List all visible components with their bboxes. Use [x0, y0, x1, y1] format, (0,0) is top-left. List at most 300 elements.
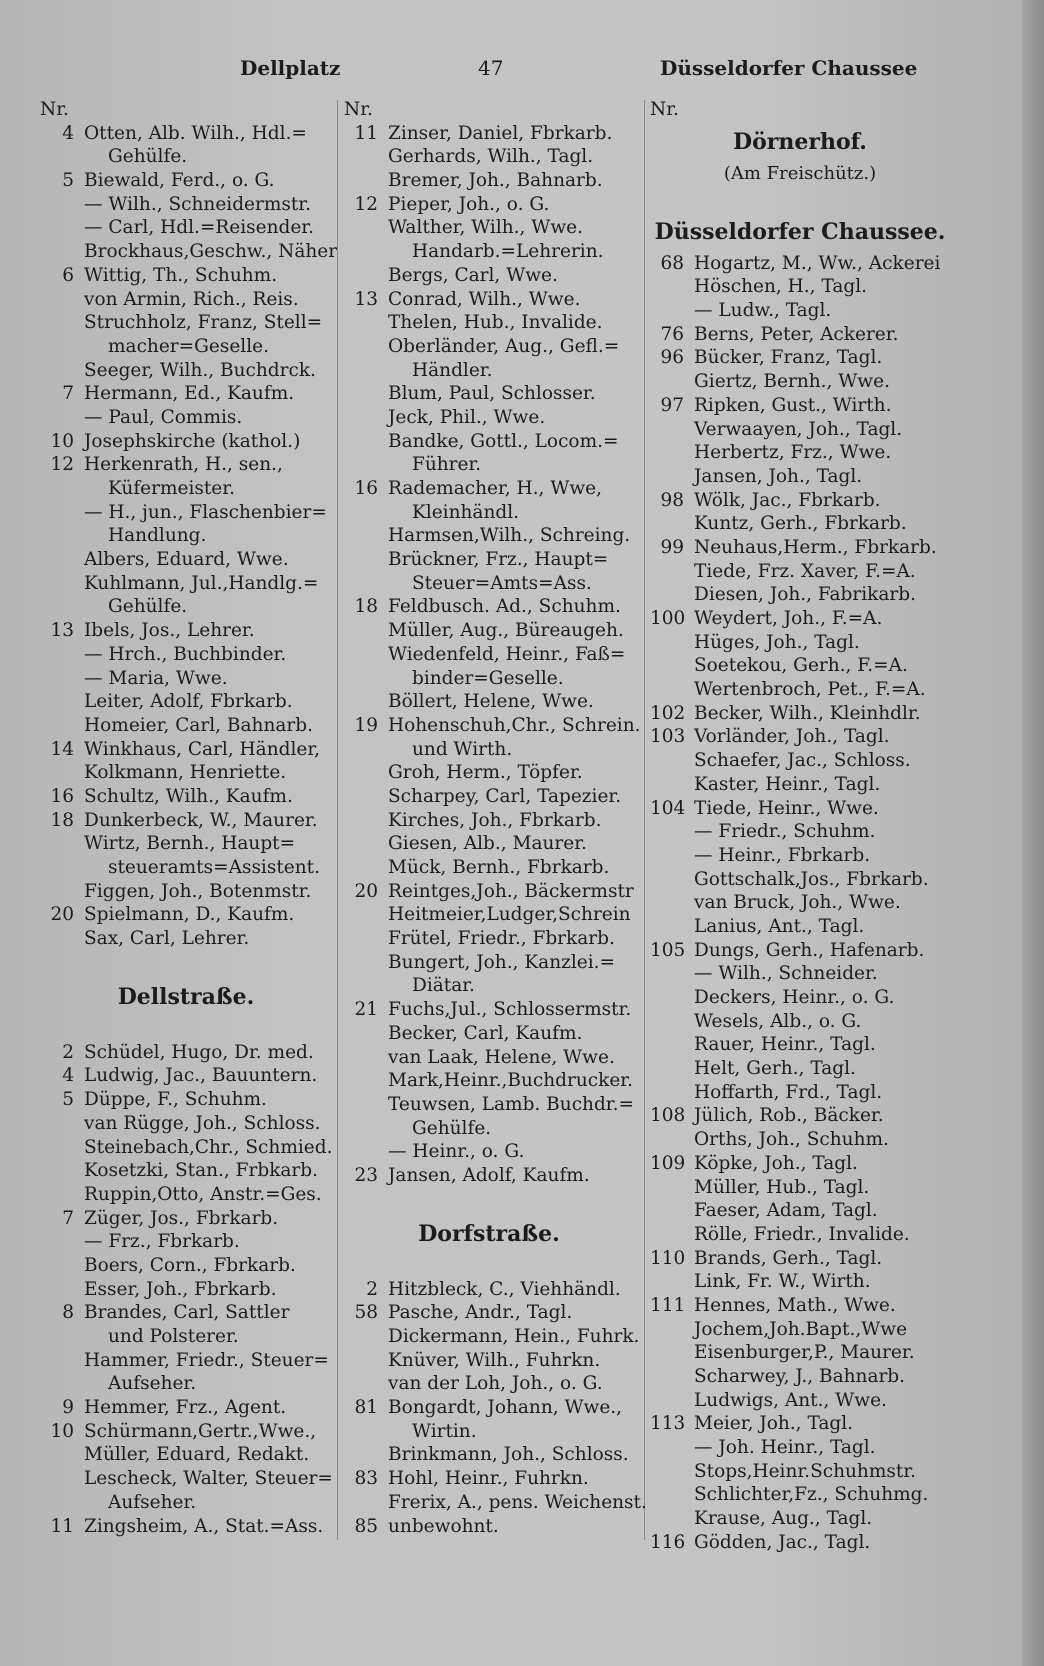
directory-entry — [650, 1341, 950, 1365]
resident-text: — Wilh., Schneidermstr. — [84, 193, 311, 215]
directory-entry — [344, 572, 634, 596]
resident-text: Schüdel, Hugo, Dr. med. — [84, 1041, 314, 1063]
resident-text: Müller, Hub., Tagl. — [694, 1176, 870, 1198]
house-number: 13 — [354, 288, 378, 310]
house-number: 20 — [354, 880, 378, 902]
house-number: 5 — [62, 1089, 74, 1111]
house-number: 18 — [354, 596, 378, 618]
resident-text: Meier, Joh., Tagl. — [694, 1413, 854, 1435]
directory-entry — [344, 359, 634, 383]
house-number: 16 — [50, 785, 74, 807]
directory-entry — [344, 832, 634, 856]
resident-text: Scharwey, J., Bahnarb. — [694, 1366, 906, 1387]
directory-entry — [344, 903, 634, 927]
directory-entry — [650, 1412, 950, 1436]
directory-entry — [40, 927, 332, 951]
resident-text: Giertz, Bernh., Wwe. — [694, 371, 890, 393]
resident-text: Wiedenfeld, Heinr., Faß= — [388, 643, 626, 665]
resident-text: Pieper, Joh., o. G. — [388, 193, 550, 215]
directory-entry — [344, 1396, 634, 1420]
directory-entry — [650, 512, 950, 536]
resident-text: Berns, Peter, Ackerer. — [694, 323, 899, 345]
resident-text: — Heinr., o. G. — [388, 1141, 525, 1163]
resident-text: Führer. — [412, 454, 482, 476]
resident-text: — Friedr., Schuhm. — [694, 821, 876, 843]
resident-text: — H., jun., Flaschenbier= — [84, 501, 327, 523]
directory-entry — [40, 1207, 332, 1231]
street-subheading: (Am Freischütz.) — [723, 162, 877, 184]
resident-text: unbewohnt. — [388, 1515, 499, 1537]
resident-text: Giesen, Alb., Maurer. — [388, 833, 587, 855]
directory-entry — [40, 477, 332, 501]
directory-entry — [40, 122, 332, 146]
house-number: 10 — [50, 430, 74, 452]
directory-entry — [344, 809, 634, 833]
column-number-label — [650, 98, 950, 122]
resident-text: Oberländer, Aug., Gefl.= — [388, 335, 620, 357]
directory-entry — [344, 785, 634, 809]
directory-entry — [344, 1069, 634, 1093]
resident-text: Wertenbroch, Pet., F.=A. — [694, 679, 926, 701]
resident-text: Harmsen,Wilh., Schreing. — [388, 525, 631, 547]
directory-entry — [40, 1278, 332, 1302]
directory-entry — [344, 1467, 634, 1491]
resident-text: Dickermann, Hein., Fuhrk. — [388, 1326, 640, 1347]
directory-entry — [344, 311, 634, 335]
directory-entry — [650, 962, 950, 986]
resident-text: — Joh. Heinr., Tagl. — [694, 1437, 876, 1459]
directory-entry — [344, 1372, 634, 1396]
directory-entry — [40, 240, 338, 264]
house-number: 105 — [650, 939, 686, 961]
resident-text: Mark,Heinr.,Buchdrucker. — [388, 1070, 633, 1092]
resident-text: Aufseher. — [108, 1491, 197, 1513]
resident-text: Müller, Eduard, Redakt. — [84, 1444, 310, 1466]
resident-text: Helt, Gerh., Tagl. — [694, 1058, 856, 1080]
resident-text: van der Loh, Joh., o. G. — [388, 1373, 603, 1395]
directory-entry — [650, 797, 950, 821]
resident-text: Vorländer, Joh., Tagl. — [694, 726, 890, 748]
resident-text: Bergs, Carl, Wwe. — [388, 264, 558, 286]
resident-text: Stops,Heinr.Schuhmstr. — [694, 1460, 917, 1482]
resident-text: Sax, Carl, Lehrer. — [84, 928, 250, 950]
directory-entry — [40, 406, 332, 430]
resident-text: Gehülfe. — [412, 1117, 492, 1139]
house-number: 110 — [650, 1247, 686, 1269]
column-3 — [650, 98, 950, 1555]
directory-entry — [40, 359, 332, 383]
house-number: 12 — [354, 193, 378, 215]
resident-text: Lescheck, Walter, Steuer= — [84, 1468, 333, 1490]
resident-text: Schlichter,Fz., Schuhmg. — [694, 1484, 929, 1506]
house-number: 103 — [650, 726, 686, 748]
directory-entry — [650, 465, 950, 489]
page-number: 47 — [478, 56, 504, 80]
directory-entry — [40, 1443, 332, 1467]
directory-entry — [40, 1230, 332, 1254]
resident-text: Düppe, F., Schuhm. — [84, 1089, 267, 1111]
directory-entry — [40, 903, 332, 927]
house-number: 99 — [660, 536, 684, 558]
house-number: 11 — [354, 122, 378, 144]
resident-text: Hermann, Ed., Kaufm. — [84, 383, 295, 405]
resident-text: Winkhaus, Carl, Händler, — [84, 738, 321, 760]
street-heading: Dellstraße. — [117, 983, 255, 1010]
directory-entry — [40, 264, 332, 288]
resident-text: Kuntz, Gerh., Fbrkarb. — [694, 513, 907, 535]
directory-entry — [40, 1515, 332, 1539]
directory-entry — [40, 1467, 332, 1491]
directory-entry — [40, 619, 332, 643]
resident-text: Steinebach,Chr., Schmied. — [84, 1136, 333, 1158]
house-number: 13 — [50, 620, 74, 642]
directory-entry — [40, 572, 332, 596]
directory-entry — [650, 749, 950, 773]
spacer — [40, 951, 332, 977]
directory-entry — [650, 583, 950, 607]
resident-text: Kosetzki, Stan., Frbkarb. — [84, 1160, 318, 1182]
house-number: 108 — [650, 1105, 686, 1127]
directory-entry — [650, 891, 950, 915]
directory-entry — [344, 1117, 634, 1141]
resident-text: Böllert, Helene, Wwe. — [388, 691, 594, 713]
resident-text: Eisenburger,P., Maurer. — [694, 1342, 915, 1364]
resident-text: Kolkmann, Henriette. — [84, 762, 287, 784]
directory-entry — [40, 643, 332, 667]
directory-entry — [344, 927, 634, 951]
resident-text: Steuer=Amts=Ass. — [412, 572, 592, 594]
resident-text: — Wilh., Schneider. — [694, 963, 878, 985]
directory-entry — [40, 738, 332, 762]
house-number: 83 — [354, 1468, 378, 1490]
resident-text: macher=Geselle. — [108, 335, 269, 357]
house-number: 23 — [354, 1164, 378, 1186]
directory-entry — [40, 690, 332, 714]
resident-text: Figgen, Joh., Botenmstr. — [84, 880, 312, 902]
directory-entry — [344, 1278, 634, 1302]
resident-text: Spielmann, D., Kaufm. — [84, 904, 295, 926]
resident-text: Wölk, Jac., Fbrkarb. — [694, 489, 881, 511]
resident-text: Hoffarth, Frd., Tagl. — [694, 1081, 883, 1103]
resident-text: Müller, Aug., Büreaugeh. — [388, 620, 624, 642]
house-number: 7 — [62, 1207, 74, 1229]
resident-text: und Wirth. — [412, 738, 513, 760]
directory-entry — [344, 1301, 634, 1325]
directory-entry — [344, 1515, 634, 1539]
resident-text: Kleinhändl. — [412, 501, 520, 523]
directory-entry — [650, 441, 950, 465]
directory-entry — [344, 501, 634, 525]
directory-entry — [344, 1491, 647, 1515]
directory-entry — [344, 619, 634, 643]
directory-entry — [344, 1420, 634, 1444]
directory-entry — [344, 714, 641, 738]
resident-text: Schultz, Wilh., Kaufm. — [84, 785, 293, 807]
resident-text: Gerhards, Wilh., Tagl. — [388, 146, 594, 168]
resident-text: Ibels, Jos., Lehrer. — [84, 620, 255, 642]
header-right: Düsseldorfer Chaussee — [660, 56, 918, 80]
resident-text: Faeser, Adam, Tagl. — [694, 1200, 878, 1222]
house-number: 21 — [354, 999, 378, 1021]
resident-text: Gehülfe. — [108, 596, 188, 618]
resident-text: — Maria, Wwe. — [84, 667, 228, 689]
resident-text: Mück, Bernh., Fbrkarb. — [388, 857, 610, 878]
house-number: 96 — [660, 347, 684, 369]
resident-text: Wirtz, Bernh., Haupt= — [84, 833, 296, 855]
resident-text: Köpke, Joh., Tagl. — [694, 1152, 858, 1174]
house-number: 104 — [650, 797, 686, 819]
directory-entry — [344, 288, 634, 312]
resident-text: Frütel, Friedr., Fbrkarb. — [388, 928, 615, 950]
header-left: Dellplatz — [240, 56, 341, 80]
resident-text: Josephskirche (kathol.) — [84, 430, 301, 452]
resident-text: Kirches, Joh., Fbrkarb. — [388, 809, 602, 831]
directory-entry — [40, 1254, 332, 1278]
resident-text: Krause, Aug., Tagl. — [694, 1508, 873, 1530]
resident-text: Conrad, Wilh., Wwe. — [388, 288, 581, 310]
directory-entry — [650, 1389, 950, 1413]
house-number: 20 — [50, 904, 74, 926]
spacer — [650, 188, 950, 212]
column-number-label — [344, 98, 634, 122]
resident-text: Scharpey, Carl, Tapezier. — [388, 785, 622, 807]
directory-entry — [40, 288, 332, 312]
resident-text: Brückner, Frz., Haupt= — [388, 549, 609, 571]
directory-entry — [650, 1247, 950, 1271]
resident-text: Ludwig, Jac., Bauuntern. — [84, 1065, 318, 1087]
house-number: 6 — [62, 264, 74, 286]
directory-entry — [650, 844, 950, 868]
resident-text: Bungert, Joh., Kanzlei.= — [388, 951, 616, 973]
street-heading: Dörnerhof. — [733, 128, 867, 155]
resident-text: Küfermeister. — [108, 478, 235, 499]
directory-entry — [650, 631, 950, 655]
house-number: 5 — [62, 170, 74, 192]
resident-text: Homeier, Carl, Bahnarb. — [84, 714, 313, 736]
resident-text: Nr. — [344, 99, 373, 120]
directory-entry — [344, 216, 634, 240]
resident-text: Knüver, Wilh., Fuhrkn. — [388, 1349, 601, 1371]
resident-text: Reintges,Joh., Bäckermstr — [388, 880, 634, 902]
directory-entry — [40, 1325, 332, 1349]
directory-entry — [344, 951, 634, 975]
resident-text: Tiede, Frz. Xaver, F.=A. — [694, 560, 916, 582]
resident-text: Schürmann,Gertr.,Wwe., — [84, 1420, 317, 1442]
resident-text: Boers, Corn., Fbrkarb. — [84, 1254, 296, 1276]
directory-entry — [344, 1349, 634, 1373]
directory-entry — [40, 761, 332, 785]
resident-text: Kuhlmann, Jul.,Handlg.= — [84, 572, 319, 594]
directory-entry — [40, 667, 332, 691]
resident-text: Blum, Paul, Schlosser. — [388, 383, 596, 405]
directory-entry — [650, 1436, 950, 1460]
directory-entry — [344, 406, 634, 430]
directory-entry — [344, 145, 634, 169]
directory-entry — [650, 607, 950, 631]
directory-entry — [40, 524, 332, 548]
directory-entry — [650, 275, 950, 299]
directory-entry — [650, 702, 950, 726]
resident-text: Brinkmann, Joh., Schloss. — [388, 1444, 629, 1466]
resident-text: Hohenschuh,Chr., Schrein. — [388, 714, 641, 736]
resident-text: Hüges, Joh., Tagl. — [694, 631, 860, 653]
resident-text: Ludwigs, Ant., Wwe. — [694, 1389, 887, 1411]
directory-entry — [650, 868, 950, 892]
directory-entry — [650, 418, 950, 442]
directory-entry — [40, 1396, 332, 1420]
resident-text: Kaster, Heinr., Tagl. — [694, 773, 881, 795]
house-number: 19 — [354, 714, 378, 736]
resident-text: Brands, Gerh., Tagl. — [694, 1247, 883, 1269]
directory-entry — [40, 1112, 332, 1136]
directory-entry — [40, 714, 332, 738]
directory-entry — [344, 169, 634, 193]
house-number: 68 — [660, 252, 684, 274]
directory-entry — [40, 1183, 332, 1207]
house-number: 102 — [650, 702, 686, 724]
resident-text: Weydert, Joh., F.=A. — [694, 608, 883, 629]
resident-text: van Rügge, Joh., Schloss. — [84, 1112, 321, 1134]
resident-text: Hitzbleck, C., Viehhändl. — [388, 1278, 621, 1300]
directory-entry — [40, 595, 332, 619]
spacer — [344, 1254, 634, 1278]
directory-entry — [650, 560, 950, 584]
resident-text: Becker, Carl, Kaufm. — [388, 1022, 583, 1044]
directory-entry — [344, 335, 634, 359]
directory-entry — [650, 1223, 950, 1247]
resident-text: Diätar. — [412, 975, 475, 997]
resident-text: — Paul, Commis. — [84, 406, 243, 428]
page-edge-shadow — [1022, 0, 1044, 1666]
house-number: 2 — [62, 1041, 74, 1063]
resident-text: Dungs, Gerh., Hafenarb. — [694, 939, 925, 961]
resident-text: Lanius, Ant., Tagl. — [694, 915, 865, 937]
resident-text: van Bruck, Joh., Wwe. — [694, 892, 901, 914]
resident-text: von Armin, Rich., Reis. — [84, 288, 299, 310]
resident-text: Handarb.=Lehrerin. — [412, 241, 604, 263]
resident-text: Brandes, Carl, Sattler — [84, 1302, 290, 1324]
directory-entry — [344, 856, 634, 880]
directory-entry — [40, 880, 332, 904]
house-number: 7 — [62, 383, 74, 405]
resident-text: Biewald, Ferd., o. G. — [84, 170, 275, 192]
directory-entry — [650, 1483, 950, 1507]
directory-entry — [344, 264, 634, 288]
directory-entry — [344, 122, 634, 146]
resident-text: Groh, Herm., Töpfer. — [388, 762, 583, 784]
directory-entry — [344, 738, 634, 762]
directory-entry — [40, 311, 332, 335]
resident-text: Höschen, H., Tagl. — [694, 276, 868, 298]
resident-text: Rademacher, H., Wwe, — [388, 478, 602, 499]
resident-text: Brockhaus,Geschw., Näher — [84, 241, 338, 263]
directory-entry — [650, 1152, 950, 1176]
house-number: 12 — [50, 454, 74, 476]
directory-entry — [40, 216, 332, 240]
resident-text: Orths, Joh., Schuhm. — [694, 1129, 889, 1151]
house-number: 14 — [50, 738, 74, 760]
resident-text: Jansen, Adolf, Kaufm. — [388, 1164, 590, 1186]
directory-entry — [40, 856, 332, 880]
resident-text: Schaefer, Jac., Schloss. — [694, 750, 911, 772]
directory-entry — [650, 820, 950, 844]
directory-entry — [650, 252, 950, 276]
directory-entry — [650, 1531, 950, 1555]
resident-text: — Frz., Fbrkarb. — [84, 1231, 240, 1253]
directory-entry — [650, 915, 950, 939]
directory-entry — [344, 477, 634, 501]
resident-text: — Hrch., Buchbinder. — [84, 643, 287, 665]
resident-text: Neuhaus,Herm., Fbrkarb. — [694, 536, 937, 558]
resident-text: Zinser, Daniel, Fbrkarb. — [388, 122, 613, 144]
column-2 — [344, 98, 647, 1538]
resident-text: Frerix, A., pens. Weichenst. — [388, 1491, 647, 1513]
directory-entry — [344, 1093, 634, 1117]
house-number: 10 — [50, 1420, 74, 1442]
directory-entry — [344, 382, 634, 406]
resident-text: Ruppin,Otto, Anstr.=Ges. — [84, 1183, 322, 1205]
resident-text: — Carl, Hdl.=Reisender. — [84, 217, 314, 239]
column-divider — [644, 100, 645, 1540]
directory-entry — [344, 240, 634, 264]
directory-entry — [650, 346, 950, 370]
house-number: 113 — [650, 1413, 686, 1435]
resident-text: Rölle, Friedr., Invalide. — [694, 1223, 910, 1245]
resident-text: Jülich, Rob., Bäcker. — [694, 1105, 884, 1127]
resident-text: Pasche, Andr., Tagl. — [388, 1302, 573, 1324]
resident-text: binder=Geselle. — [412, 667, 564, 689]
directory-entry — [40, 453, 332, 477]
directory-entry — [40, 548, 332, 572]
directory-entry — [40, 1420, 332, 1444]
directory-entry — [650, 1057, 950, 1081]
directory-entry — [40, 832, 332, 856]
house-number: 9 — [62, 1397, 74, 1419]
directory-entry — [650, 725, 950, 749]
directory-entry — [344, 998, 634, 1022]
directory-entry — [344, 1443, 634, 1467]
resident-text: Fuchs,Jul., Schlossermstr. — [388, 999, 632, 1021]
house-number: 76 — [660, 323, 684, 345]
directory-entry — [650, 773, 950, 797]
resident-text: Ripken, Gust., Wirth. — [694, 394, 892, 416]
resident-text: Züger, Jos., Fbrkarb. — [84, 1207, 279, 1229]
directory-entry — [344, 548, 634, 572]
resident-text: Herkenrath, H., sen., — [84, 454, 283, 476]
resident-text: Link, Fr. W., Wirth. — [694, 1271, 871, 1293]
directory-entry — [650, 1176, 950, 1200]
house-number: 116 — [650, 1531, 686, 1553]
resident-text: Dunkerbeck, W., Maurer. — [84, 809, 318, 831]
resident-text: Nr. — [650, 99, 679, 120]
directory-entry — [40, 809, 332, 833]
directory-entry — [40, 785, 332, 809]
directory-entry — [650, 1365, 950, 1389]
resident-text: Heitmeier,Ludger,Schrein — [388, 904, 631, 926]
spacer — [40, 1017, 332, 1041]
directory-entry — [650, 489, 950, 513]
directory-entry — [650, 536, 950, 560]
resident-text: Bandke, Gottl., Locom.= — [388, 430, 619, 452]
street-heading: Dorfstraße. — [418, 1220, 560, 1247]
resident-text: steueramts=Assistent. — [108, 857, 320, 878]
house-number: 58 — [354, 1302, 378, 1324]
resident-text: Hohl, Heinr., Fuhrkn. — [388, 1468, 589, 1490]
directory-entry — [650, 1081, 950, 1105]
directory-entry — [344, 643, 634, 667]
resident-text: Hennes, Math., Wwe. — [694, 1294, 896, 1316]
house-number: 98 — [660, 489, 684, 511]
